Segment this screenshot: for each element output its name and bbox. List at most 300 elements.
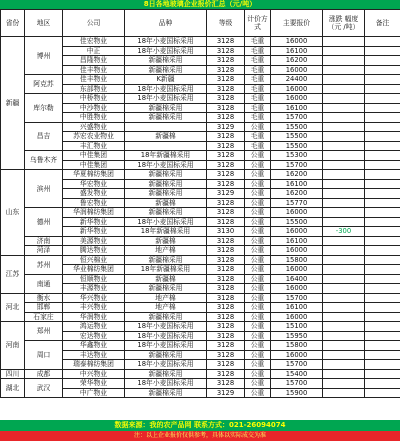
pricing-cell: 公重 <box>245 379 271 389</box>
price-cell: 15300 <box>271 151 323 161</box>
remark-cell <box>365 46 400 56</box>
change-cell <box>323 284 365 294</box>
table-row <box>1 312 400 322</box>
pricing-cell: 公重 <box>245 151 271 161</box>
region-cell: 武汉 <box>25 379 63 398</box>
company-cell: 佳丰物业 <box>63 75 125 85</box>
grade-cell: 3128 <box>207 141 245 151</box>
change-cell <box>323 265 365 275</box>
change-cell <box>323 170 365 180</box>
company-cell: 宏达物业 <box>63 331 125 341</box>
change-cell <box>323 37 365 47</box>
variety-cell: 18年小麦国标采用 <box>125 322 207 332</box>
region-cell: 昌吉 <box>25 122 63 151</box>
company-cell: 恒兴棉业 <box>63 255 125 265</box>
change-cell <box>323 160 365 170</box>
pricing-cell: 公重 <box>245 217 271 227</box>
variety-cell: 地产棉 <box>125 246 207 256</box>
variety-cell: 新疆棉 <box>125 132 207 142</box>
header-change: 涨跌 幅度（元 /吨） <box>323 10 365 37</box>
region-cell: 库尔勒 <box>25 94 63 123</box>
pricing-cell: 公重 <box>245 122 271 132</box>
variety-cell: 新疆棉采用 <box>125 369 207 379</box>
variety-cell: 新疆棉采用 <box>125 255 207 265</box>
company-cell: 腾达物业 <box>63 246 125 256</box>
change-cell <box>323 198 365 208</box>
region-cell: 石家庄 <box>25 312 63 322</box>
variety-cell: 18年小麦国标采用 <box>125 84 207 94</box>
province-cell: 江苏 <box>1 255 25 293</box>
variety-cell: 18年小麦国标采用 <box>125 360 207 370</box>
header-row <box>1 10 400 37</box>
grade-cell: 3128 <box>207 75 245 85</box>
variety-cell: 地产棉 <box>125 303 207 313</box>
variety-cell: 新疆棉采用 <box>125 170 207 180</box>
grade-cell: 3129 <box>207 388 245 398</box>
pricing-cell: 公重 <box>245 284 271 294</box>
pricing-cell: 公重 <box>245 227 271 237</box>
change-cell <box>323 331 365 341</box>
region-cell: 菏泽 <box>25 246 63 256</box>
pricing-cell: 毛重 <box>245 103 271 113</box>
remark-cell <box>365 293 400 303</box>
change-cell <box>323 94 365 104</box>
grade-cell: 3128 <box>207 255 245 265</box>
company-cell: 盛发物业 <box>63 189 125 199</box>
price-cell: 16100 <box>271 46 323 56</box>
price-cell: 24400 <box>271 75 323 85</box>
table-row <box>1 369 400 379</box>
change-cell <box>323 217 365 227</box>
pricing-cell: 毛重 <box>245 46 271 56</box>
remark-cell <box>365 103 400 113</box>
price-cell: 16000 <box>271 246 323 256</box>
grade-cell: 3128 <box>207 341 245 351</box>
region-cell: 南通 <box>25 274 63 293</box>
price-cell: 16000 <box>271 94 323 104</box>
price-cell: 16000 <box>271 37 323 47</box>
remark-cell <box>365 189 400 199</box>
price-cell: 15900 <box>271 388 323 398</box>
table-row <box>1 122 400 132</box>
variety-cell: 18年新疆棉采用 <box>125 265 207 275</box>
table-row <box>1 303 400 313</box>
province-cell: 河南 <box>1 322 25 370</box>
grade-cell: 3128 <box>207 360 245 370</box>
price-cell: 16000 <box>271 227 323 237</box>
variety-cell: K新疆 <box>125 75 207 85</box>
grade-cell: 3128 <box>207 84 245 94</box>
remark-cell <box>365 312 400 322</box>
remark-cell <box>365 141 400 151</box>
grade-cell: 3128 <box>207 303 245 313</box>
company-cell: 昌隆物业 <box>63 56 125 66</box>
pricing-cell: 公重 <box>245 331 271 341</box>
company-cell: 中胜物业 <box>63 113 125 123</box>
pricing-cell: 公重 <box>245 246 271 256</box>
remark-cell <box>365 122 400 132</box>
pricing-cell: 公重 <box>245 189 271 199</box>
grade-cell: 3128 <box>207 56 245 66</box>
region-cell: 苏州 <box>25 255 63 274</box>
pricing-cell: 公重 <box>245 322 271 332</box>
header-price: 主要报价 <box>271 10 323 37</box>
pricing-cell: 毛重 <box>245 65 271 75</box>
pricing-cell: 公重 <box>245 388 271 398</box>
change-cell <box>323 303 365 313</box>
company-cell: 华业棉纺集团 <box>63 265 125 275</box>
company-cell: 丰源物业 <box>63 284 125 294</box>
company-cell: 美源物业 <box>63 236 125 246</box>
price-cell: 16000 <box>271 208 323 218</box>
change-cell <box>323 75 365 85</box>
header-grade: 等级 <box>207 10 245 37</box>
table-row <box>1 293 400 303</box>
grade-cell: 3128 <box>207 284 245 294</box>
price-cell: 15800 <box>271 341 323 351</box>
province-cell: 山东 <box>1 170 25 256</box>
variety-cell: 新疆棉采用 <box>125 113 207 123</box>
grade-cell: 3128 <box>207 198 245 208</box>
region-cell: 乌鲁木齐 <box>25 151 63 170</box>
header-province: 省份 <box>1 10 25 37</box>
price-cell: 16200 <box>271 56 323 66</box>
pricing-cell: 公重 <box>245 274 271 284</box>
remark-cell <box>365 151 400 161</box>
pricing-cell: 公重 <box>245 341 271 351</box>
region-cell: 滨州 <box>25 170 63 208</box>
change-cell <box>323 141 365 151</box>
grade-cell: 3128 <box>207 369 245 379</box>
grade-cell: 3128 <box>207 312 245 322</box>
pricing-cell: 毛重 <box>245 113 271 123</box>
company-cell: 恒顺物业 <box>63 274 125 284</box>
company-cell: 丰达物业 <box>63 350 125 360</box>
table-row <box>1 322 400 332</box>
price-table <box>0 9 400 398</box>
change-cell <box>323 151 365 161</box>
price-cell: 15770 <box>271 198 323 208</box>
grade-cell: 3128 <box>207 217 245 227</box>
region-cell: 成都 <box>25 369 63 379</box>
variety-cell <box>125 122 207 132</box>
remark-cell <box>365 84 400 94</box>
grade-cell: 3128 <box>207 379 245 389</box>
change-cell <box>323 341 365 351</box>
company-cell: 东部物业 <box>63 84 125 94</box>
remark-cell <box>365 37 400 47</box>
pricing-cell: 公重 <box>245 265 271 275</box>
pricing-cell: 毛重 <box>245 75 271 85</box>
variety-cell: 新疆棉采用 <box>125 103 207 113</box>
price-cell: 16000 <box>271 65 323 75</box>
company-cell: 荣华物业 <box>63 379 125 389</box>
remark-cell <box>365 113 400 123</box>
pricing-cell: 公重 <box>245 369 271 379</box>
price-cell: 15500 <box>271 217 323 227</box>
price-cell: 16000 <box>271 350 323 360</box>
header-pricing: 计价方式 <box>245 10 271 37</box>
company-cell: 佳宏物业 <box>63 37 125 47</box>
region-cell: 博州 <box>25 37 63 75</box>
variety-cell: 地产棉 <box>125 293 207 303</box>
company-cell: 丰汇物业 <box>63 141 125 151</box>
pricing-cell: 公重 <box>245 160 271 170</box>
variety-cell: 新疆棉采用 <box>125 388 207 398</box>
variety-cell: 新疆棉采用 <box>125 65 207 75</box>
change-cell <box>323 208 365 218</box>
variety-cell: 18年小麦国标采用 <box>125 160 207 170</box>
remark-cell <box>365 255 400 265</box>
remark-cell <box>365 360 400 370</box>
header-company: 公司 <box>63 10 125 37</box>
pricing-cell: 公重 <box>245 255 271 265</box>
pricing-cell: 公重 <box>245 236 271 246</box>
price-cell: 15400 <box>271 369 323 379</box>
region-cell: 周口 <box>25 341 63 370</box>
company-cell: 新华物业 <box>63 227 125 237</box>
price-cell: 15800 <box>271 255 323 265</box>
variety-cell <box>125 141 207 151</box>
grade-cell: 3128 <box>207 151 245 161</box>
pricing-cell: 毛重 <box>245 141 271 151</box>
price-cell: 16100 <box>271 303 323 313</box>
variety-cell: 新疆棉采用 <box>125 312 207 322</box>
change-cell <box>323 312 365 322</box>
company-cell: 中正 <box>63 46 125 56</box>
variety-cell: 新疆棉 <box>125 198 207 208</box>
remark-cell <box>365 198 400 208</box>
change-cell: -300 <box>323 227 365 237</box>
company-cell: 中沙物业 <box>63 103 125 113</box>
remark-cell <box>365 94 400 104</box>
pricing-cell: 公重 <box>245 303 271 313</box>
remark-cell <box>365 322 400 332</box>
sheet-title: 8日各地玻璃企业报价汇总（元/吨） <box>0 0 400 9</box>
price-cell: 16400 <box>271 274 323 284</box>
table-row <box>1 341 400 351</box>
price-cell: 16100 <box>271 103 323 113</box>
table-row <box>1 246 400 256</box>
company-cell: 瑞泰棉纺集团 <box>63 360 125 370</box>
table-row <box>1 37 400 47</box>
remark-cell <box>365 217 400 227</box>
table-row <box>1 255 400 265</box>
variety-cell: 新疆棉采用 <box>125 350 207 360</box>
price-cell: 16200 <box>271 189 323 199</box>
change-cell <box>323 360 365 370</box>
grade-cell: 3128 <box>207 94 245 104</box>
change-cell <box>323 322 365 332</box>
price-cell: 16000 <box>271 265 323 275</box>
variety-cell: 新疆棉采用 <box>125 189 207 199</box>
price-cell: 15700 <box>271 360 323 370</box>
disclaimer-footer: 注：以上企业报价仅供参考，具体以实际成交为准 <box>0 431 400 441</box>
remark-cell <box>365 388 400 398</box>
province-cell: 新疆 <box>1 37 25 170</box>
remark-cell <box>365 379 400 389</box>
remark-cell <box>365 236 400 246</box>
grade-cell: 3128 <box>207 331 245 341</box>
change-cell <box>323 369 365 379</box>
remark-cell <box>365 350 400 360</box>
price-cell: 15700 <box>271 160 323 170</box>
grade-cell: 3130 <box>207 227 245 237</box>
province-cell: 四川 <box>1 369 25 379</box>
region-cell: 阿克苏 <box>25 75 63 94</box>
company-cell: 中佳集团 <box>63 160 125 170</box>
pricing-cell: 公重 <box>245 170 271 180</box>
price-cell: 15700 <box>271 293 323 303</box>
pricing-cell: 公重 <box>245 312 271 322</box>
remark-cell <box>365 369 400 379</box>
pricing-cell: 毛重 <box>245 37 271 47</box>
company-cell: 鲁宏物业 <box>63 198 125 208</box>
pricing-cell: 公重 <box>245 198 271 208</box>
grade-cell: 3128 <box>207 113 245 123</box>
variety-cell: 18年小麦国标采用 <box>125 341 207 351</box>
change-cell <box>323 236 365 246</box>
price-cell: 15500 <box>271 122 323 132</box>
change-cell <box>323 255 365 265</box>
change-cell <box>323 179 365 189</box>
pricing-cell: 毛重 <box>245 84 271 94</box>
variety-cell: 18年小麦国标采用 <box>125 217 207 227</box>
grade-cell: 3128 <box>207 65 245 75</box>
grade-cell: 3128 <box>207 37 245 47</box>
remark-cell <box>365 331 400 341</box>
variety-cell: 新疆棉采用 <box>125 179 207 189</box>
change-cell <box>323 379 365 389</box>
company-cell: 中兴物业 <box>63 369 125 379</box>
region-cell: 济南 <box>25 236 63 246</box>
change-cell <box>323 122 365 132</box>
table-row <box>1 75 400 85</box>
change-cell <box>323 113 365 123</box>
province-cell: 湖北 <box>1 379 25 398</box>
change-cell <box>323 84 365 94</box>
region-cell: 邯郸 <box>25 303 63 313</box>
change-cell <box>323 189 365 199</box>
table-row <box>1 379 400 389</box>
remark-cell <box>365 65 400 75</box>
region-cell: 衡水 <box>25 293 63 303</box>
grade-cell: 3128 <box>207 132 245 142</box>
change-cell <box>323 293 365 303</box>
change-cell <box>323 132 365 142</box>
price-cell: 16000 <box>271 312 323 322</box>
variety-cell: 18年新疆棉采用 <box>125 227 207 237</box>
grade-cell: 3128 <box>207 322 245 332</box>
pricing-cell: 毛重 <box>245 132 271 142</box>
company-cell: 鸿运物业 <box>63 322 125 332</box>
price-cell: 15700 <box>271 379 323 389</box>
grade-cell: 3129 <box>207 189 245 199</box>
grade-cell: 3128 <box>207 274 245 284</box>
grade-cell: 3128 <box>207 246 245 256</box>
remark-cell <box>365 208 400 218</box>
table-row <box>1 274 400 284</box>
grade-cell: 3128 <box>207 179 245 189</box>
company-cell: 佳丰物业 <box>63 65 125 75</box>
variety-cell: 18年新疆棉采用 <box>125 151 207 161</box>
remark-cell <box>365 284 400 294</box>
remark-cell <box>365 341 400 351</box>
price-cell: 15700 <box>271 113 323 123</box>
change-cell <box>323 56 365 66</box>
company-cell: 兴盛物业 <box>63 122 125 132</box>
header-remark: 备注 <box>365 10 400 37</box>
pricing-cell: 公重 <box>245 179 271 189</box>
header-region: 地区 <box>25 10 63 37</box>
grade-cell: 3129 <box>207 122 245 132</box>
company-cell: 华宏物业 <box>63 179 125 189</box>
grade-cell: 3128 <box>207 350 245 360</box>
grade-cell: 3128 <box>207 265 245 275</box>
variety-cell: 18年小麦国标采用 <box>125 379 207 389</box>
table-row <box>1 236 400 246</box>
company-cell: 华夏棉纺集团 <box>63 170 125 180</box>
company-cell: 华润物业 <box>63 312 125 322</box>
price-cell: 16000 <box>271 284 323 294</box>
company-cell: 华鑫物业 <box>63 341 125 351</box>
remark-cell <box>365 56 400 66</box>
remark-cell <box>365 179 400 189</box>
remark-cell <box>365 227 400 237</box>
pricing-cell: 毛重 <box>245 94 271 104</box>
remark-cell <box>365 303 400 313</box>
variety-cell: 新疆棉 <box>125 236 207 246</box>
region-cell: 郑州 <box>25 322 63 341</box>
pricing-cell: 公重 <box>245 350 271 360</box>
price-cell: 16200 <box>271 170 323 180</box>
variety-cell: 18年小麦国标采用 <box>125 37 207 47</box>
remark-cell <box>365 160 400 170</box>
grade-cell: 3128 <box>207 236 245 246</box>
company-cell: 华兴物业 <box>63 293 125 303</box>
table-row <box>1 94 400 104</box>
price-cell: 15500 <box>271 141 323 151</box>
grade-cell: 3128 <box>207 170 245 180</box>
price-cell: 16100 <box>271 179 323 189</box>
remark-cell <box>365 132 400 142</box>
change-cell <box>323 274 365 284</box>
variety-cell: 新疆棉采用 <box>125 56 207 66</box>
price-cell: 15100 <box>271 322 323 332</box>
grade-cell: 3128 <box>207 103 245 113</box>
variety-cell: 18年小麦国标采用 <box>125 46 207 56</box>
remark-cell <box>365 274 400 284</box>
pricing-cell: 公重 <box>245 360 271 370</box>
change-cell <box>323 350 365 360</box>
company-cell: 苏宏农业物业 <box>63 132 125 142</box>
remark-cell <box>365 170 400 180</box>
table-row <box>1 151 400 161</box>
pricing-cell: 毛重 <box>245 56 271 66</box>
table-row <box>1 170 400 180</box>
company-cell: 中佳集团 <box>63 151 125 161</box>
change-cell <box>323 46 365 56</box>
variety-cell: 18年小麦国标采用 <box>125 331 207 341</box>
region-cell: 德州 <box>25 208 63 237</box>
grade-cell: 3128 <box>207 46 245 56</box>
variety-cell: 新疆棉采用 <box>125 284 207 294</box>
grade-cell: 3128 <box>207 293 245 303</box>
header-variety: 品种 <box>125 10 207 37</box>
change-cell <box>323 103 365 113</box>
table-row <box>1 208 400 218</box>
company-cell: 华润棉纺集团 <box>63 208 125 218</box>
